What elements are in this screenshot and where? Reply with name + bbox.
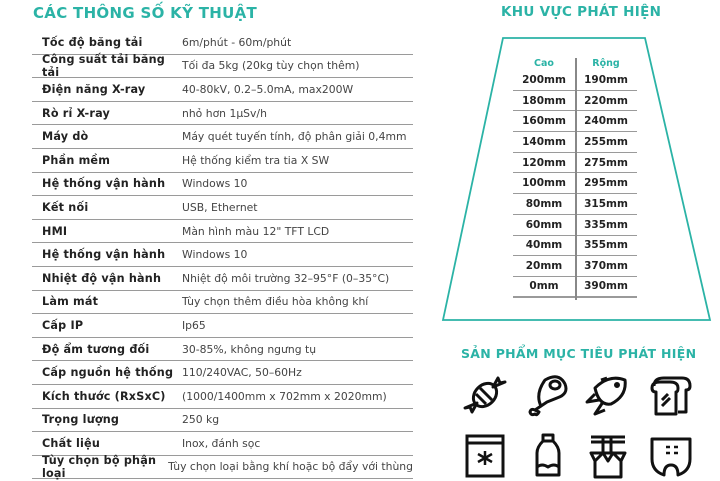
spec-row	[32, 220, 413, 244]
spec-value: (1000/1400mm x 702mm x 2020mm)	[182, 389, 387, 403]
spec-value: Inox, đánh sọc	[182, 436, 261, 450]
spec-value: Máy quét tuyến tính, độ phân giải 0,4mm	[182, 130, 407, 144]
zone-height: 20mm	[525, 260, 563, 273]
spec-row	[32, 409, 413, 433]
spec-row	[32, 78, 413, 102]
products-title: SẢN PHẨM MỤC TIÊU PHÁT HIỆN	[461, 346, 697, 361]
zone-width: 190mm	[584, 73, 628, 86]
spec-label: Phần mềm	[42, 153, 111, 167]
zone-width: 390mm	[584, 280, 628, 293]
spec-row	[32, 149, 413, 173]
spec-value: 30-85%, không ngưng tụ	[182, 342, 317, 356]
zone-width: 355mm	[584, 239, 628, 252]
zone-width: 370mm	[584, 260, 628, 273]
spec-label: Độ ẩm tương đối	[42, 342, 150, 356]
zone-width: 255mm	[584, 135, 628, 148]
candy-icon	[462, 372, 508, 418]
spec-value: USB, Ethernet	[182, 200, 258, 214]
spec-label: HMI	[42, 224, 68, 238]
spec-value: Tối đa 5kg (20kg tùy chọn thêm)	[182, 59, 360, 73]
spec-row	[32, 243, 413, 267]
spec-value: nhỏ hơn 1µSv/h	[182, 106, 267, 120]
specs-table	[32, 31, 413, 479]
zone-height: 140mm	[522, 135, 566, 148]
spec-label: Máy dò	[42, 130, 89, 144]
diaper-icon	[648, 433, 694, 479]
zone-height: 40mm	[525, 239, 563, 252]
spec-value: 40-80kV, 0.2–5.0mA, max200W	[182, 82, 354, 96]
spec-row	[32, 432, 413, 456]
spec-value: Tùy chọn thêm điều hòa không khí	[182, 295, 369, 309]
zone-height: 200mm	[522, 73, 566, 86]
zone-height: 80mm	[525, 197, 563, 210]
bread-icon	[648, 372, 694, 418]
spec-label: Công suất tải băng tải	[42, 52, 165, 79]
zone-title: KHU VỰC PHÁT HIỆN	[501, 4, 662, 20]
header-width: Rộng	[592, 57, 620, 69]
zone-width: 240mm	[584, 115, 628, 128]
zone-divider	[575, 58, 577, 300]
zone-width: 315mm	[584, 197, 628, 210]
meat-icon	[525, 372, 571, 418]
spec-value: Nhiệt độ môi trường 32–95°F (0–35°C)	[182, 271, 390, 285]
zone-width: 335mm	[584, 218, 628, 231]
spec-label: Rò rỉ X-ray	[42, 106, 111, 120]
spec-label: Chất liệu	[42, 436, 100, 450]
zone-height: 120mm	[522, 156, 566, 169]
spec-row	[32, 385, 413, 409]
bottle-icon	[525, 433, 571, 479]
zone-height: 0mm	[529, 280, 559, 293]
header-height: Cao	[534, 57, 554, 69]
spec-row	[32, 361, 413, 385]
spec-label: Tùy chọn bộ phận loại	[42, 453, 157, 480]
spec-row	[32, 314, 413, 338]
spec-value: 6m/phút - 60m/phút	[182, 35, 292, 49]
spec-row	[32, 173, 413, 197]
spec-value: 250 kg	[182, 413, 220, 427]
zone-height: 180mm	[522, 94, 566, 107]
spec-label: Hệ thống vận hành	[42, 248, 166, 262]
spec-label: Điện năng X-ray	[42, 82, 146, 96]
spec-value: 110/240VAC, 50–60Hz	[182, 366, 302, 380]
spec-row	[32, 196, 413, 220]
specs-title: CÁC THÔNG SỐ KỸ THUẬT	[33, 4, 258, 22]
spec-row	[32, 52, 413, 79]
spec-label: Hệ thống vận hành	[42, 177, 166, 191]
spec-row	[32, 102, 413, 126]
spec-label: Trọng lượng	[42, 413, 120, 427]
spec-label: Nhiệt độ vận hành	[42, 271, 162, 285]
spec-row	[32, 453, 413, 480]
spec-value: Windows 10	[182, 177, 248, 191]
zone-height: 160mm	[522, 115, 566, 128]
spec-row	[32, 125, 413, 149]
spec-row	[32, 267, 413, 291]
zone-width: 295mm	[584, 177, 628, 190]
spec-row	[32, 338, 413, 362]
spec-label: Cấp nguồn hệ thống	[42, 366, 174, 380]
noodles-icon	[585, 433, 631, 479]
fish-icon	[585, 372, 631, 418]
spec-value: Windows 10	[182, 248, 248, 262]
spec-value: Tùy chọn loại bằng khí hoặc bộ đẩy với thùng	[168, 460, 413, 474]
spec-value: Hệ thống kiểm tra tia X SW	[182, 153, 330, 167]
spec-label: Tốc độ băng tải	[42, 35, 143, 49]
spec-row	[32, 291, 413, 315]
spec-value: Ip65	[182, 318, 206, 332]
zone-width: 275mm	[584, 156, 628, 169]
spec-value: Màn hình màu 12" TFT LCD	[182, 224, 330, 238]
zone-height: 60mm	[525, 218, 563, 231]
frozen-food-icon	[462, 433, 508, 479]
spec-row	[32, 31, 413, 55]
spec-label: Kích thước (RxSxC)	[42, 389, 166, 403]
spec-label: Cấp IP	[42, 318, 84, 332]
zone-width: 220mm	[584, 94, 628, 107]
zone-height: 100mm	[522, 177, 566, 190]
spec-label: Làm mát	[42, 295, 99, 309]
spec-label: Kết nối	[42, 200, 89, 214]
